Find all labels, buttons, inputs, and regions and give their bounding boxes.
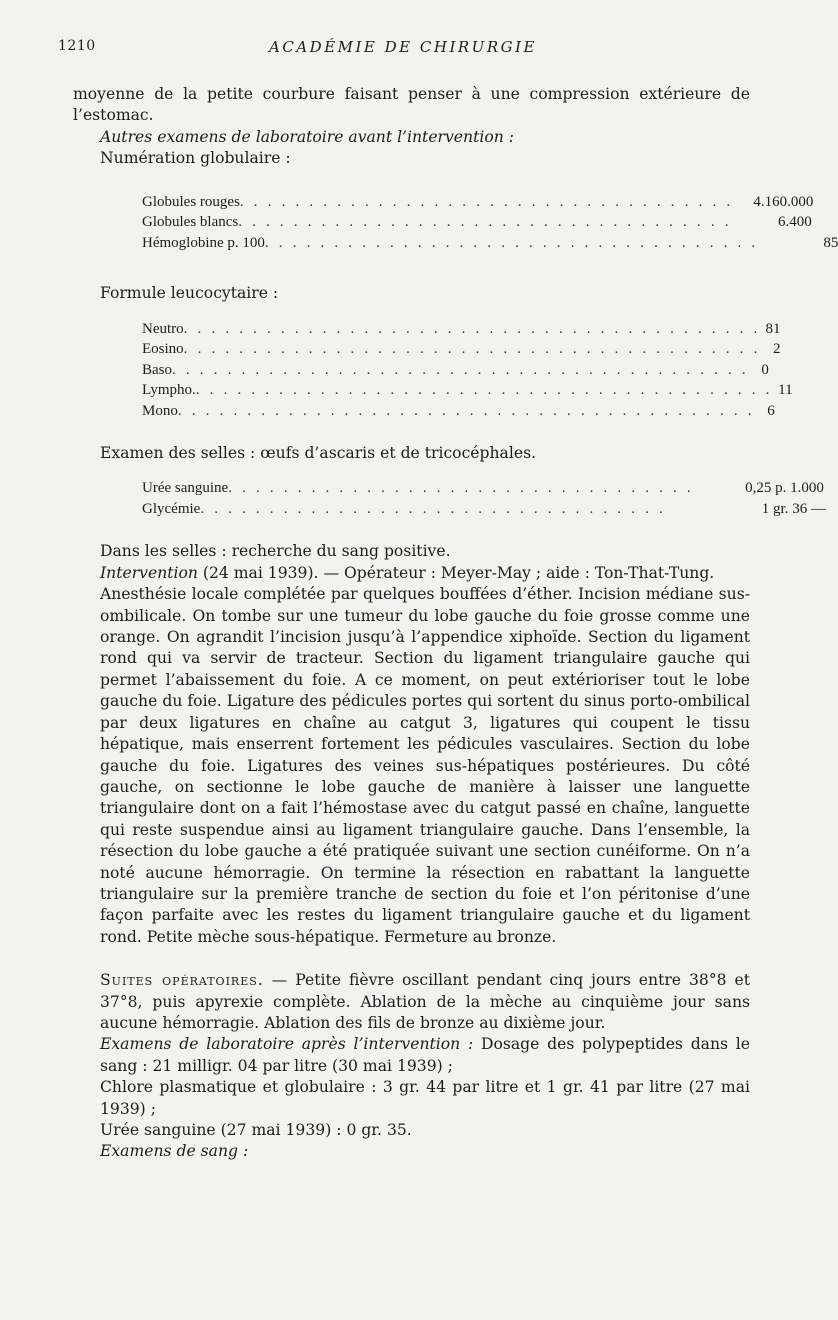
paragraph-selles: Examen des selles : œufs d’ascaris et de tricocéphales. <box>100 444 537 463</box>
examens-apres-text: Dosage des polypeptides dans le sang : 21 milligr. 04 par litre (30 mai 1939) ; <box>100 1035 750 1075</box>
row-label: Baso <box>142 361 172 378</box>
leader-dots: . . . . . . . . . . . . . . . . . . . . . . . . . . . . . . . . . . . . . . . . . . <box>195 382 773 399</box>
table-row <box>142 192 814 213</box>
suites-text: — Petite fièvre oscillant pendant cinq jours entre 38°8 et 37°8, puis apyrexie complète. Ablation de la mèche au cinquième jour sans aucune hémorragie. Ablation des fils de bronze au dixième jour. <box>100 971 750 1032</box>
numeration-table <box>142 192 838 254</box>
leader-dots: . . . . . . . . . . . . . . . . . . . . . . . . . . . . . . . . . . . . . . . . . . <box>172 361 749 378</box>
paragraph-intervention <box>100 563 750 584</box>
row-label: Glycémie <box>142 500 201 517</box>
intervention-text: (24 mai 1939). — Opérateur : Meyer-May ; aide : Ton-That-Tung. <box>197 563 715 582</box>
row-value: 6.400 <box>777 214 812 231</box>
row-value: 81 <box>765 320 781 337</box>
paragraph-intro: moyenne de la petite courbure faisant penser à une compression extérieure de l’estomac. <box>73 85 750 125</box>
row-label: Globules rouges <box>142 193 240 210</box>
row-value: 0 <box>761 361 769 378</box>
page-body <box>73 84 838 1163</box>
row-label: Urée sanguine <box>142 480 229 497</box>
paragraph-anesthesie: Anesthésie locale complétée par quelques bouffées d’éther. Incision médiane sus-ombilicale. On tombe sur une tumeur du lobe gauche du foie grosse comme une orange. On agrandit l’incision jusqu’à l’appendice xiphoïde. Section du ligament rond qui va servir de tracteur. Section du ligament triangulaire gauche qui permet l’abaissement du foie. A ce moment, on peut extérioriser tout le lobe gauche du foie. Ligature des pédicules portes qui sortent du sinus porto-ombilical par deux ligatures en chaîne au catgut 3, ligatures qui coupent le tissu hépatique, mais enserrent fortement les pédicules vasculaires. Section du lobe gauche du foie. Ligatures des veines sus-hépatiques postérieures. Du côté gauche, on sectionne le lobe gauche de manière à laisser une languette triangulaire dont on a fait l’hémostase avec du catgut passé en chaîne, languette qui reste suspendue ainsi au ligament triangulaire gauche. Dans l’ensemble, la résection du lobe gauche a été pratiquée suivant une section cunéiforme. On n’a noté aucune hémorragie. On termine la résection en rabattant la languette triangulaire sur la première tranche de section du foie et l’on péritonise d’une façon parfaite avec les restes du ligament triangulaire gauche et du ligament rond. Petite mèche sous-hépatique. Fermeture au bronze. <box>100 585 750 946</box>
chimie-table <box>142 478 826 519</box>
row-value: 4.160.000 <box>753 193 814 210</box>
suites-label: Suites opératoires. <box>100 971 264 990</box>
formule-table <box>142 319 793 422</box>
leader-dots: . . . . . . . . . . . . . . . . . . . . . . . . . . . . . . . . . . . . . . . . . . <box>183 320 761 337</box>
table-row <box>142 499 826 520</box>
paragraph-suites <box>100 970 750 1034</box>
table-row <box>142 339 781 360</box>
paragraph-examens-apres <box>100 1034 750 1077</box>
paragraph-chlore: Chlore plasmatique et globulaire : 3 gr. 44 par litre et 1 gr. 41 par litre (27 mai 1939) ; <box>100 1078 750 1118</box>
intervention-label: Intervention <box>100 563 198 582</box>
heading-formule: Formule leucocytaire : <box>100 284 279 303</box>
row-label: Hémoglobine p. 100 <box>142 234 265 251</box>
row-label: Globules blancs <box>142 214 239 231</box>
table-row <box>142 478 824 499</box>
leader-dots: . . . . . . . . . . . . . . . . . . . . . . . . . . . . . . . . . . <box>200 500 666 517</box>
row-label: Mono <box>142 402 178 419</box>
row-value: 6 <box>767 402 775 419</box>
row-value: 85 <box>823 234 838 251</box>
row-value: 1 gr. 36 — <box>761 500 826 517</box>
row-label: Neutro <box>142 320 184 337</box>
heading-examens-sang: Examens de sang : <box>100 1142 249 1161</box>
heading-numeration: Numération globulaire : <box>100 149 291 168</box>
table-row <box>142 380 793 401</box>
heading-autres-examens: Autres examens de laboratoire avant l’intervention : <box>100 127 514 146</box>
running-title: ACADÉMIE DE CHIRURGIE <box>269 38 537 56</box>
row-label: Eosino <box>142 341 184 358</box>
table-row <box>142 360 769 381</box>
row-value: 2 <box>773 341 781 358</box>
paragraph-uree: Urée sanguine (27 mai 1939) : 0 gr. 35. <box>100 1121 412 1139</box>
leader-dots: . . . . . . . . . . . . . . . . . . . . . . . . . . . . . . . . . . . . . . . . . . <box>177 402 755 419</box>
leader-dots: . . . . . . . . . . . . . . . . . . . . . . . . . . . . . . . . . . . . . . . . . . <box>183 341 761 358</box>
page-header <box>58 38 748 62</box>
table-row <box>142 233 838 254</box>
page-number: 1210 <box>58 38 96 54</box>
table-row <box>142 212 812 233</box>
leader-dots: . . . . . . . . . . . . . . . . . . . . . . . . . . . . . . . . . . <box>228 480 694 497</box>
leader-dots: . . . . . . . . . . . . . . . . . . . . . . . . . . . . . . . . . . . . <box>264 234 759 251</box>
table-row <box>142 401 775 422</box>
paragraph-sang-selles: Dans les selles : recherche du sang positive. <box>100 542 451 561</box>
row-label: Lympho. <box>142 382 196 399</box>
row-value: 11 <box>778 382 793 399</box>
leader-dots: . . . . . . . . . . . . . . . . . . . . . . . . . . . . . . . . . . . . <box>238 214 732 231</box>
examens-apres-label: Examens de laboratoire après l’intervention : <box>100 1035 474 1054</box>
row-value: 0,25 p. 1.000 <box>745 480 824 497</box>
table-row <box>142 319 781 340</box>
leader-dots: . . . . . . . . . . . . . . . . . . . . . . . . . . . . . . . . . . . . <box>239 193 734 210</box>
